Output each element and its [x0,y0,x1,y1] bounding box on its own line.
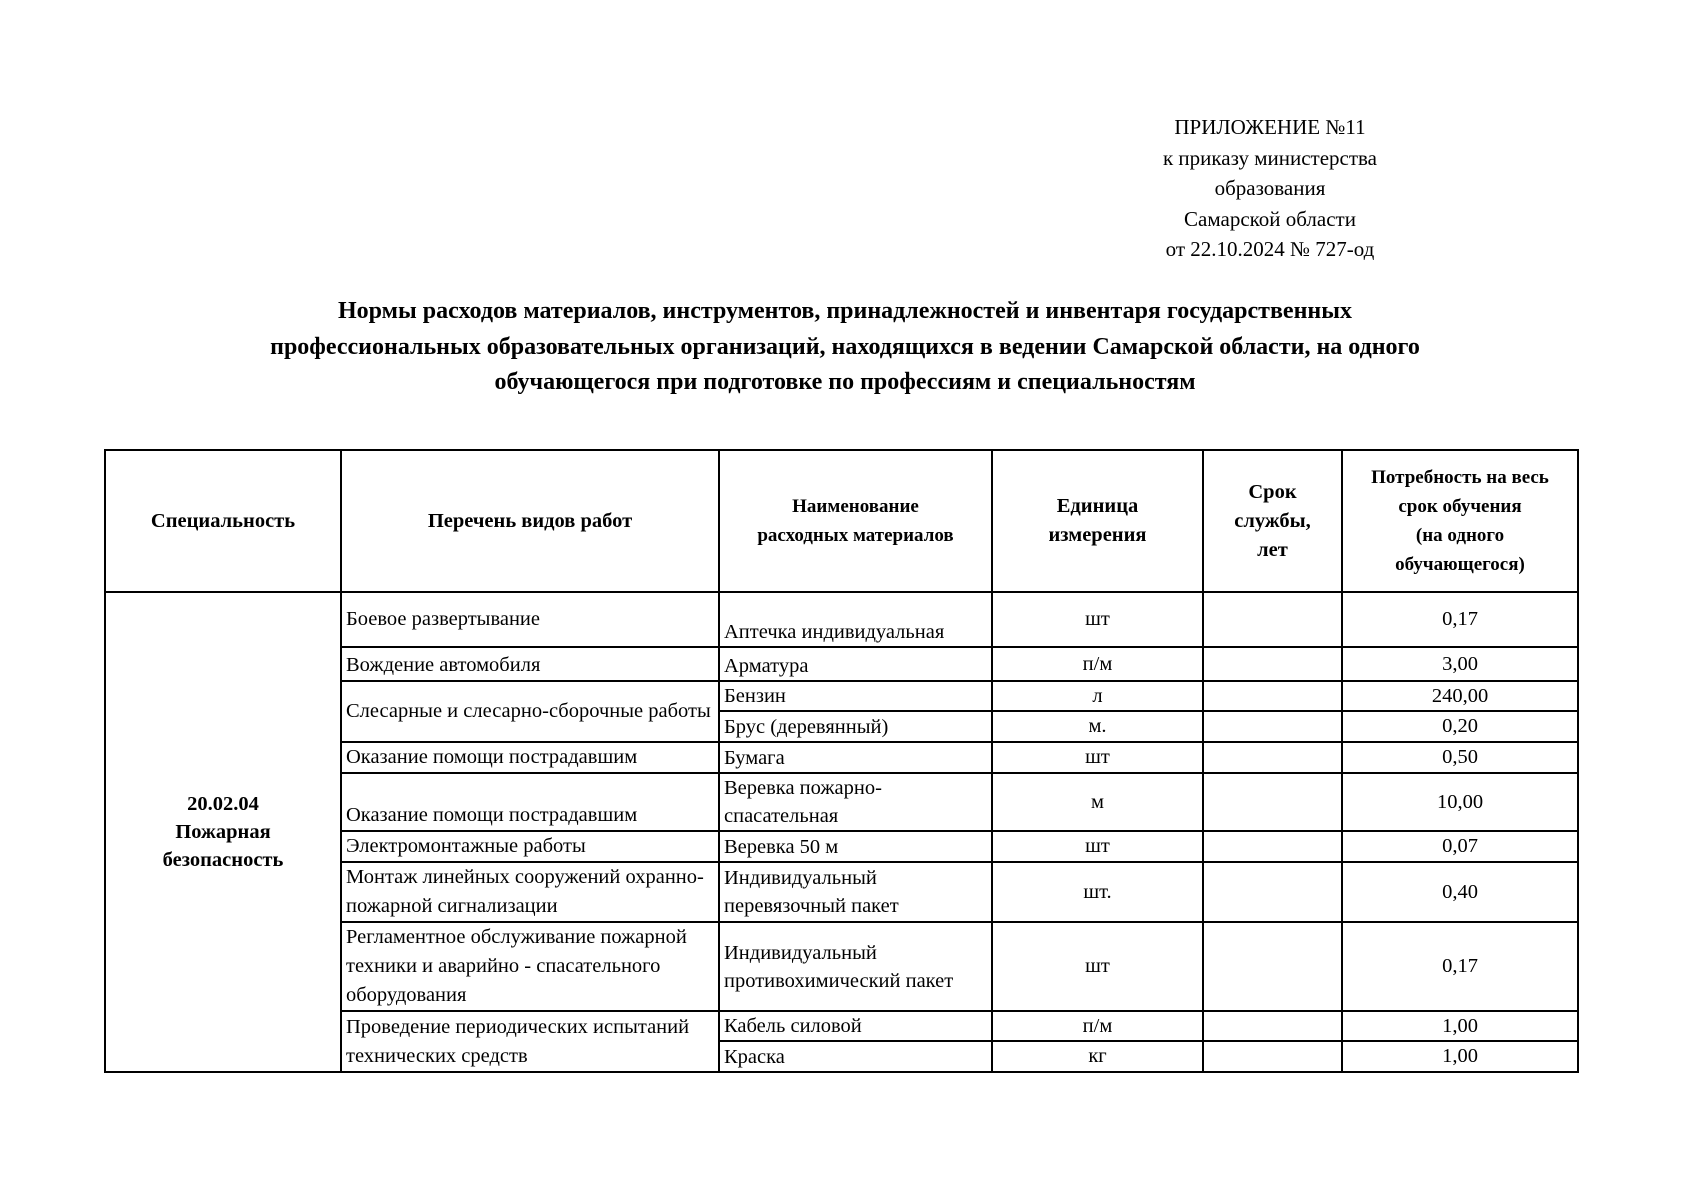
material-cell: Веревка пожарно-спасательная [719,773,992,831]
header-works: Перечень видов работ [341,450,719,592]
material-cell: Бумага [719,742,992,773]
material-cell: Краска [719,1041,992,1072]
table-header-row [105,450,1578,592]
unit-cell: шт [992,742,1203,773]
quantity-cell: 1,00 [1342,1011,1578,1041]
term-cell [1203,592,1342,647]
work-cell: Оказание помощи пострадавшим [341,742,719,773]
header-unit: Единица измерения [992,450,1203,592]
unit-cell: шт [992,922,1203,1011]
appendix-number: ПРИЛОЖЕНИЕ №11 [1174,115,1366,139]
speciality-code: 20.02.04 [187,793,259,815]
term-cell [1203,1011,1342,1041]
quantity-cell: 0,20 [1342,711,1578,742]
quantity-cell: 10,00 [1342,773,1578,831]
appendix-order-ref: к приказу министерства [1162,145,1378,170]
work-cell: Электромонтажные работы [341,831,719,862]
appendix-header [1110,112,1430,265]
speciality-name-2: безопасность [162,849,284,871]
term-cell [1203,711,1342,742]
unit-cell: кг [992,1041,1203,1072]
term-cell [1203,773,1342,831]
material-cell: Индивидуальный противохимический пакет [719,922,992,1011]
unit-cell: л [992,681,1203,711]
title-line-3: обучающегося при подготовке по профессиям и специальностям [494,369,1196,395]
work-cell: Проведение периодических испытаний технических средств [341,1011,719,1072]
unit-cell: шт [992,831,1203,862]
quantity-cell: 0,40 [1342,862,1578,922]
header-term: Срок службы, лет [1203,450,1342,592]
title-line-2: профессиональных образовательных организаций, находящихся в ведении Самарской области, на одного [270,333,1420,360]
unit-cell: п/м [992,1011,1203,1041]
material-cell: Кабель силовой [719,1011,992,1041]
material-cell: Арматура [719,647,992,681]
appendix-date-number: от 22.10.2024 № 727-од [1165,237,1375,261]
appendix-region: Самарской области [1184,206,1356,231]
term-cell [1203,922,1342,1011]
quantity-cell: 240,00 [1342,681,1578,711]
appendix-ministry: образования [1214,176,1326,200]
header-materials: Наименование расходных материалов [719,450,992,592]
title-line-1: Нормы расходов материалов, инструментов, принадлежностей и инвентаря государственных [338,298,1352,324]
document-title [100,294,1590,401]
header-speciality: Специальность [105,450,341,592]
quantity-cell: 3,00 [1342,647,1578,681]
unit-cell: п/м [992,647,1203,681]
material-cell: Индивидуальный перевязочный пакет [719,862,992,922]
material-cell: Аптечка индивидуальная [719,592,992,647]
norms-table [104,449,1579,1073]
term-cell [1203,831,1342,862]
material-cell: Бензин [719,681,992,711]
term-cell [1203,681,1342,711]
quantity-cell: 1,00 [1342,1041,1578,1072]
speciality-name-1: Пожарная [175,821,271,843]
speciality-cell [105,592,341,1072]
table-row [105,592,1578,647]
unit-cell: шт [992,592,1203,647]
work-cell: Боевое развертывание [341,592,719,647]
work-cell: Оказание помощи пострадавшим [341,773,719,831]
term-cell [1203,742,1342,773]
work-cell: Слесарные и слесарно-сборочные работы [341,681,719,742]
quantity-cell: 0,17 [1342,592,1578,647]
work-cell: Регламентное обслуживание пожарной техники и аварийно - спасательного оборудования [341,922,719,1011]
work-cell: Монтаж линейных сооружений охранно-пожарной сигнализации [341,862,719,922]
unit-cell: м [992,773,1203,831]
quantity-cell: 0,17 [1342,922,1578,1011]
unit-cell: шт. [992,862,1203,922]
unit-cell: м. [992,711,1203,742]
quantity-cell: 0,50 [1342,742,1578,773]
term-cell [1203,1041,1342,1072]
material-cell: Брус (деревянный) [719,711,992,742]
work-cell: Вождение автомобиля [341,647,719,681]
term-cell [1203,862,1342,922]
header-need: Потребность на весь срок обучения (на одного обучающегося) [1342,450,1578,592]
material-cell: Веревка 50 м [719,831,992,862]
quantity-cell: 0,07 [1342,831,1578,862]
term-cell [1203,647,1342,681]
